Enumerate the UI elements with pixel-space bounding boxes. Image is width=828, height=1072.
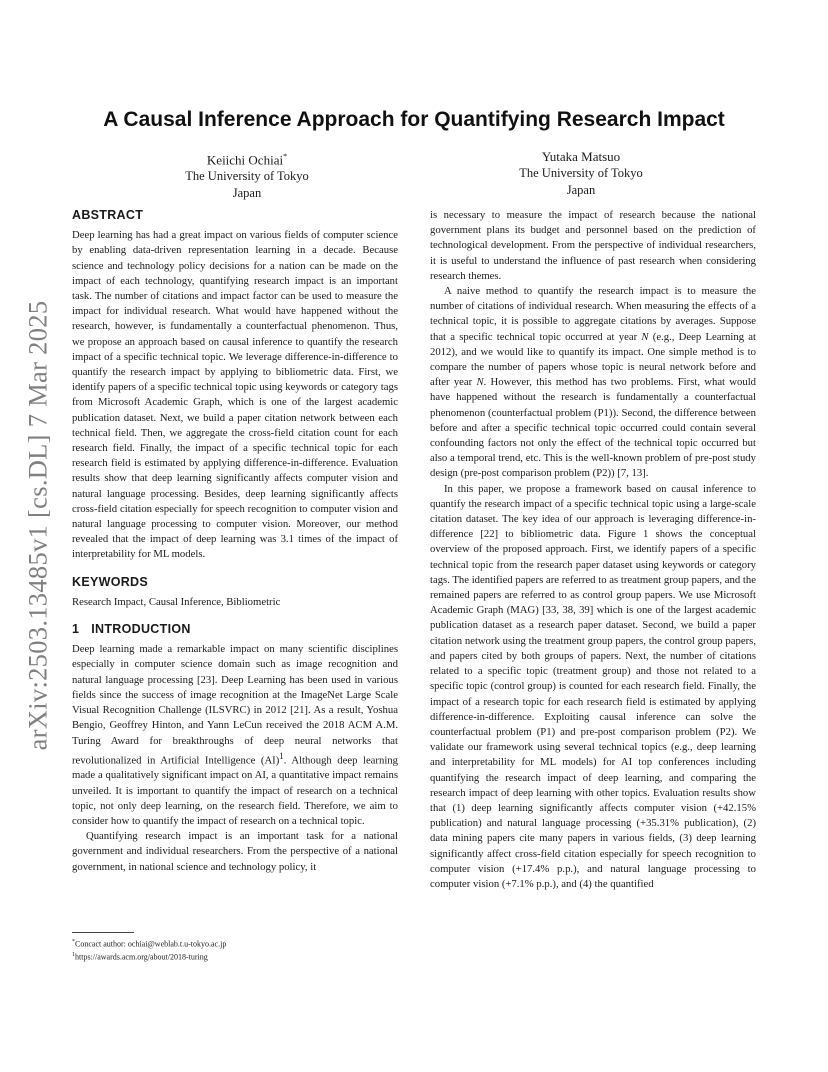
author-block-1 (117, 148, 377, 202)
footnote-2: $^1$https://awards.acm.org/about/2018-turing (72, 951, 208, 962)
author-affiliation: The University of Tokyo (185, 169, 309, 184)
author-affiliation: The University of Tokyo (519, 166, 643, 180)
paper-title: A Causal Inference Approach for Quantifying Research Impact (103, 108, 725, 131)
footnote-ref: 1 (279, 750, 284, 761)
keywords-text: Research Impact, Causal Inference, Bibliometric (72, 595, 281, 608)
footnote-1: *Concact author: ochiai@weblab.t.u-tokyo.ac.jp (72, 939, 227, 949)
footnote-divider (72, 932, 134, 933)
keywords-heading: KEYWORDS (72, 574, 149, 589)
intro-paragraph-2: Quantifying research impact is an important task for a national government and individual researchers. From the perspective of a national government, in national science and technology policy, it (72, 830, 398, 873)
intro-paragraph-5: In this paper, we propose a framework based on causal inference to quantify the research impact of a specific technical topic using a large-scale citation dataset. The key idea of our approach is leveraging difference-in-difference [22] to bibliometric data. Figure 1 shows the conceptual overview of the proposed approach. First, we identify papers of a specific technical topic from the research paper dataset using keywords or category tags. The identified papers are referred to as treatment group papers, and the remained papers are referred to as control group papers. We use Microsoft Academic Graph (MAG) [33, 38, 39] which is one of the largest academic publication dataset as a research paper dataset. Second, we build a paper citation network using the treatment group papers, the control group papers, and papers cited by both groups of papers. Next, the number of citations related to a specific topic (treatment group) and those not related to a specific topic (control group) is counted for each research field. Finally, the impact of a research topic for each research field is estimated by applying difference-in-difference. Exploiting causal inference can solve the counterfactual problem (P1) and pre-post comparison problem (P2). We validate our framework using several technical topics (e.g., deep learning and interpretability for ML models) for AI top conferences including quantifying the research impact of deep learning, and comparing the research impact of deep learning with other topics. Evaluation results show that (1) deep learning significantly affects computer vision (+42.15% publication) and natural language processing (+35.31% publication), (2) data mining papers cite many papers in various fields, (3) deep learning significantly affect cross-field citation especially for speech recognition to computer vision (+17.4% p.p.), and natural language processing to computer vision (+7.1% p.p.), and (4) the quantified (430, 482, 756, 890)
introduction-heading (72, 622, 398, 637)
abstract-text: Deep learning has had a great impact on various fields of computer science by enabling data-driven representation learning in a decade. Because science and technology policy decisions for a nation can be made on the impact of each technology, quantifying research impact is an important task. The number of citations and impact factor can be used to measure the impact for individual research. What would have happened without the research, however, is fundamentally a counterfactual phenomenon. Thus, we propose an approach based on causal inference to quantify the research impact of a specific technical topic. We leverage difference-in-difference to quantify the research impact by applying to bibliometric data. First, we identify papers of a specific technical topic using keywords or category tags from Microsoft Academic Graph, which is one of the largest academic publication dataset. Next, we build a paper citation network between each technical field. Then, we aggregate the cross-field citation count for each research field. Finally, the impact of a specific technical topic for each research field is estimated by applying difference-in-difference. Evaluation results show that deep learning significantly affects computer vision and natural language processing. Besides, deep learning significantly affects cross-field citation especially for speech recognition to computer vision and natural language processing to computer vision. Moreover, our method revealed that the impact of deep learning was 3.1 times of the impact of interpretability for ML models. (72, 229, 398, 561)
arxiv-identifier-stamp (20, 290, 56, 760)
intro-paragraph-1: Deep learning made a remarkable impact on many scientific disciplines especially in computer science domain such as image recognition and natural language processing [23]. Deep Learning has been used in various fields since the success of image recognition at the ImageNet Large Scale Visual Recognition Challenge (ILSVRC) in 2012 [21]. As a result, Yoshua Bengio, Geoffrey Hinton, and Yann LeCun received the 2018 ACM A.M. Turing Award for breakthroughs of deep neural networks that revolutionalized in Artificial Intelligence (AI)$^1$. Although deep learning made a qualitatively significant impact on AI, a quantitative impact remains unveiled. It is important to quantify the impact of research on a technical topic, not only deep learning, on the research field. Therefore, we aim to consider how to quantify the impact of research on a technical topic. (72, 643, 398, 828)
author-block-2 (451, 148, 711, 199)
intro-paragraph-3: is necessary to measure the impact of research because the national government plans its budget and personnel based on the prediction of technological development. From the perspective of individual researchers, it is useful to understand the influence of past research when considering research themes. (430, 209, 756, 282)
section-number: 1 (72, 622, 80, 637)
right-column (430, 208, 756, 892)
section-title: INTRODUCTION (91, 622, 191, 637)
author-name: Keiichi Ochiai* (206, 152, 288, 168)
intro-paragraph-4: A naive method to quantify the research impact is to measure the number of citations of individual research. When measuring the effects of a technical topic, it is possible to aggregate citations by averages. Suppose that a specific technical topic occurred at year N (e.g., Deep Learning at 2012), and we would like to quantify its impact. One simple method is to compare the number of papers whose topic is neural network before and after year N. However, this method has two problems. First, what would have happened without the research is fundamentally a counterfactual phenomenon (counterfactual problem (P1)). Second, the difference between before and after a specific technical topic occurred could contain several confounding factors not only the effect of the technical topic occurred but also a temporal trend, etc. This is the well-known problem of pre-post study design (pre-post comparison problem (P2)) [7, 13]. (430, 285, 757, 480)
left-column (72, 208, 398, 875)
author-country: Japan (566, 183, 596, 197)
footnotes (72, 932, 398, 962)
author-country: Japan (232, 186, 262, 201)
author-footnote-mark: * (283, 152, 288, 161)
abstract-heading: ABSTRACT (72, 208, 144, 222)
arxiv-stamp-text: arXiv:2503.13485v1 [cs.DL] 7 Mar 2025 (22, 300, 53, 750)
author-name: Yutaka Matsuo (541, 149, 621, 164)
